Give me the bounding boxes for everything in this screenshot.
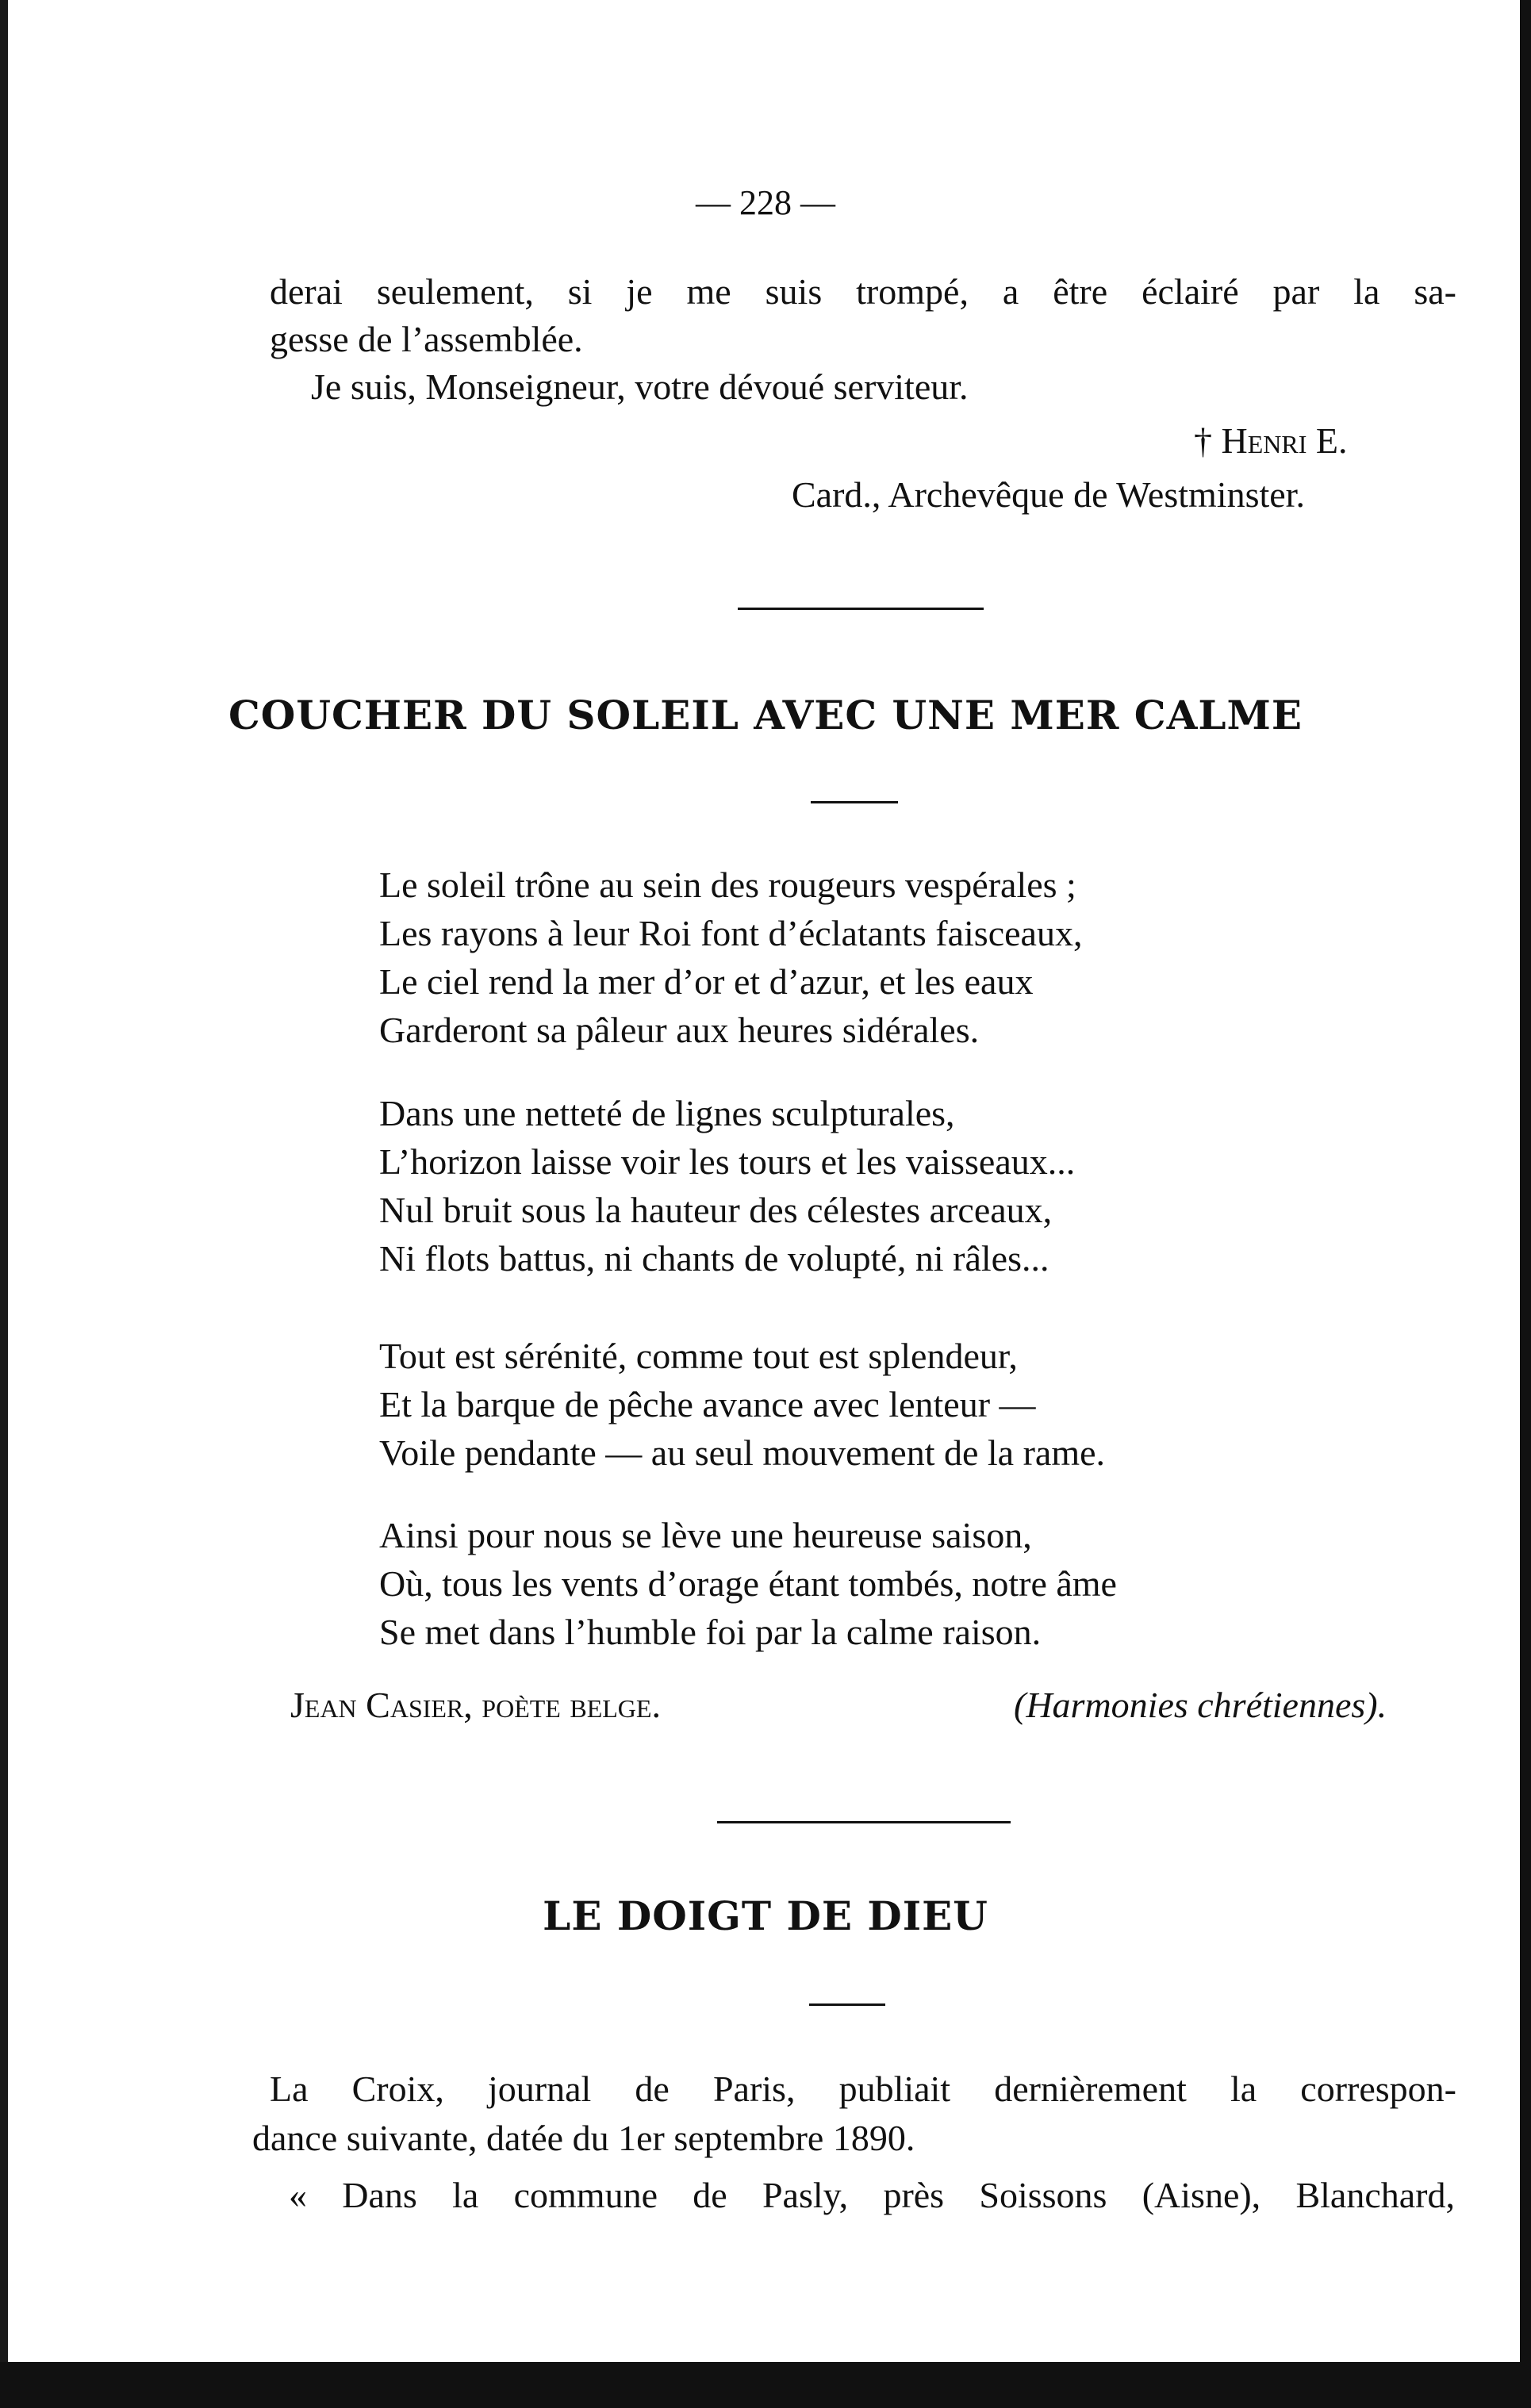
poem-source: (Harmonies chrétiennes). bbox=[1014, 1685, 1387, 1725]
article-line-3: « Dans la commune de Pasly, près Soissons (Aisne), Blanchard, bbox=[289, 2175, 1455, 2215]
poem-line: Garderont sa pâleur aux heures sidérales. bbox=[379, 1010, 980, 1050]
scan-right-border bbox=[1520, 0, 1531, 2408]
poem-line: Les rayons à leur Roi font d’éclatants faisceaux, bbox=[379, 913, 1083, 953]
title-rule bbox=[811, 801, 898, 803]
poem-author: Jean Casier, poète belge. bbox=[290, 1685, 661, 1725]
poem-line: L’horizon laisse voir les tours et les vaisseaux... bbox=[379, 1141, 1076, 1182]
letter-line-1: derai seulement, si je me suis trompé, a être éclairé par la sa- bbox=[270, 271, 1456, 312]
poem-line: Dans une netteté de lignes sculpturales, bbox=[379, 1093, 955, 1133]
poem-line: Ainsi pour nous se lève une heureuse saison, bbox=[379, 1515, 1032, 1555]
poem-title: COUCHER DU SOLEIL AVEC UNE MER CALME bbox=[228, 692, 1303, 738]
letter-line-2: gesse de l’assemblée. bbox=[270, 319, 583, 359]
poem-line: Voile pendante — au seul mouvement de la rame. bbox=[379, 1432, 1106, 1473]
poem-line: Où, tous les vents d’orage étant tombés, notre âme bbox=[379, 1563, 1117, 1604]
title-rule bbox=[809, 2003, 885, 2006]
poem-line: Se met dans l’humble foi par la calme raison. bbox=[379, 1612, 1042, 1652]
poem-line: Le ciel rend la mer d’or et d’azur, et les eaux bbox=[379, 961, 1034, 1002]
page-number: — 228 — bbox=[696, 183, 835, 222]
section-divider bbox=[717, 1821, 1011, 1823]
poem-line: Nul bruit sous la hauteur des célestes arceaux, bbox=[379, 1190, 1053, 1230]
poem-line: Et la barque de pêche avance avec lenteur — bbox=[379, 1384, 1036, 1424]
section-divider bbox=[738, 608, 984, 610]
article-line-2: dance suivante, datée du 1er septembre 1890. bbox=[252, 2118, 915, 2158]
letter-closing: Je suis, Monseigneur, votre dévoué serviteur. bbox=[311, 366, 969, 407]
poem-line: Ni flots battus, ni chants de volupté, ni râles... bbox=[379, 1238, 1049, 1279]
scan-left-border bbox=[0, 0, 8, 2408]
article-line-1: La Croix, journal de Paris, publiait dernièrement la correspon- bbox=[270, 2069, 1456, 2109]
letter-signature: † Henri E. bbox=[1194, 420, 1348, 461]
letter-signature-title: Card., Archevêque de Westminster. bbox=[792, 474, 1305, 515]
article-title: LE DOIGT DE DIEU bbox=[543, 1892, 988, 1939]
scan-bottom-border bbox=[0, 2362, 1531, 2408]
poem-line: Tout est sérénité, comme tout est splendeur, bbox=[379, 1336, 1018, 1376]
poem-line: Le soleil trône au sein des rougeurs vespérales ; bbox=[379, 865, 1076, 905]
